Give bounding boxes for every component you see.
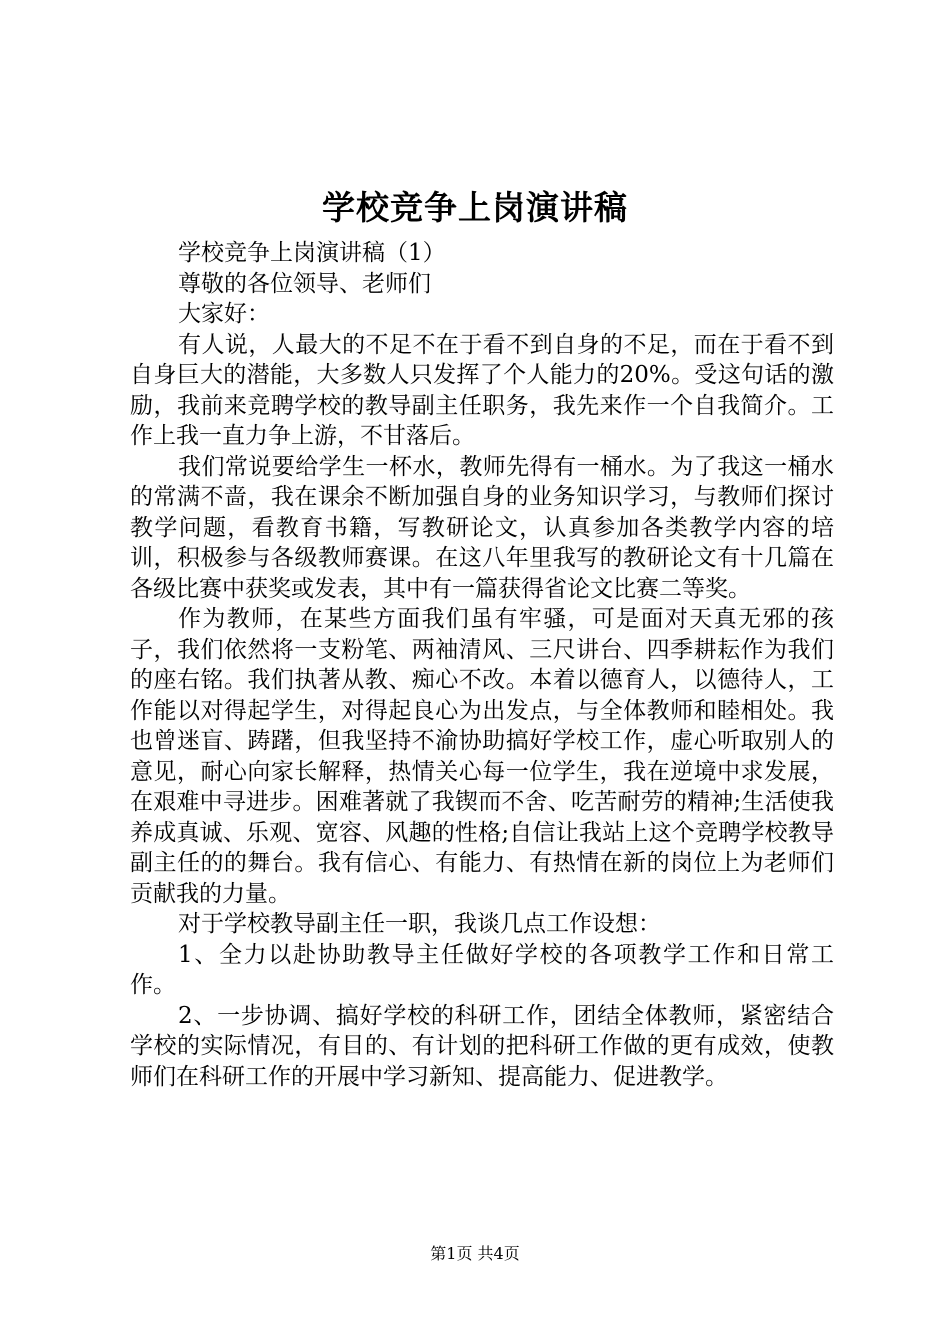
paragraph-greeting: 大家好： [178,301,270,327]
paragraph-teaching-attitude: 作为教师，在某些方面我们虽有牢骚，可是面对天真无邪的孩子，我们依然将一支粉笔、两袖清风、三尺讲台、四季耕耘作为我们的座右铭。我们执著从教、痴心不改。本着以德育人，以德待人，工作能以对得起学生，对得起良心为出发点，与全体教师和睦相处。我也曾迷盲、踌躇，但我坚持不渝协助搞好学校工作，虚心听取别人的意见，耐心向家长解释，热情关心每一位学生，我在逆境中求发展，在艰难中寻进步。困难著就了我锲而不舍、吃苦耐劳的精神;生活使我养成真诚、乐观、宽容、风趣的性格;自信让我站上这个竞聘学校教导副主任的的舞台。我有信心、有能力、有热情在新的岗位上为老师们贡献我的力量。 [130,606,834,907]
paragraph-plan-item-2: 2、一步协调、搞好学校的科研工作，团结全体教师，紧密结合学校的实际情况，有目的、有计划的把科研工作做的更有成效，使教师们在科研工作的开展中学习新知、提高能力、促进教学。 [130,1002,834,1090]
paragraph-plan-item-1: 1、全力以赴协助教导主任做好学校的各项教学工作和日常工作。 [130,941,834,998]
document-title: 学校竞争上岗演讲稿 [322,188,628,227]
paragraph-introduction: 有人说，人最大的不足不在于看不到自身的不足，而在于看不到自身巨大的潜能，大多数人只发挥了个人能力的20%。受这句话的激励，我前来竞聘学校的教导副主任职务，我先来作一个自我简介。工作上我一直力争上游，不甘落后。 [130,331,834,449]
document-body [130,238,834,1092]
paragraph-salutation: 尊敬的各位领导、老师们 [178,270,431,297]
paragraph-work-plan-intro: 对于学校教导副主任一职，我谈几点工作设想： [178,911,661,937]
page-number-footer: 第1页 共4页 [430,1244,520,1263]
paragraph-heading: 学校竞争上岗演讲稿（1） [178,240,446,266]
paragraph-learning: 我们常说要给学生一杯水，教师先得有一桶水。为了我这一桶水的常满不啬，我在课余不断加强自身的业务知识学习，与教师们探讨教学问题，看教育书籍，写教研论文，认真参加各类教学内容的培训，积极参与各级教师赛课。在这八年里我写的教研论文有十几篇在各级比赛中获奖或发表，其中有一篇获得省论文比赛二等奖。 [130,453,834,602]
